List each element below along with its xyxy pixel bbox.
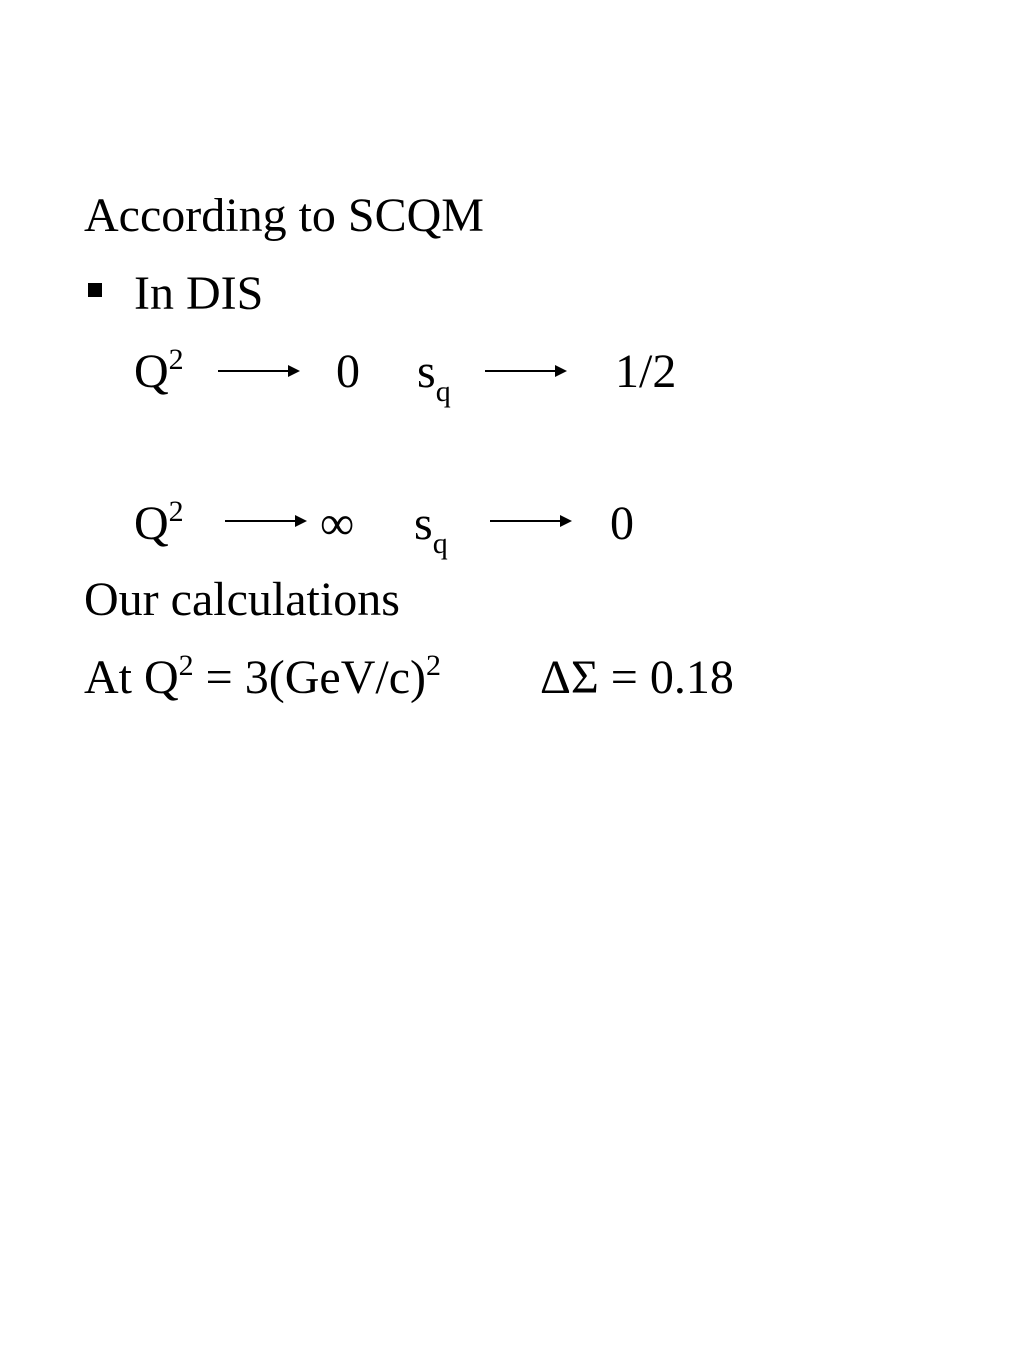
- heading-according-to-scqm: According to SCQM: [84, 189, 484, 242]
- row2-s-q: [414, 497, 448, 560]
- calc-prefix: At Q: [84, 651, 179, 704]
- row2-q-exponent: 2: [168, 495, 184, 528]
- row2-s-arrow-icon: [490, 520, 570, 522]
- row1-s-q: [417, 345, 451, 408]
- row1-s-arrow-icon: [485, 370, 565, 372]
- row2-q: Q: [134, 497, 169, 550]
- row2-q-arrow-icon: [225, 520, 305, 522]
- row1-q-target: 0: [336, 345, 360, 398]
- calc-result: ΔΣ = 0.18: [540, 651, 734, 704]
- calc-middle: = 3(GeV/c): [193, 651, 426, 704]
- bullet-item-in-dis: In DIS: [134, 267, 264, 320]
- calc-unit-exponent: 2: [425, 649, 441, 682]
- calc-equation: [84, 649, 441, 704]
- row2-s-target: 0: [610, 497, 634, 550]
- bullet-square-icon: [88, 283, 102, 297]
- row2-q-squared: [134, 495, 184, 550]
- calc-q-exponent: 2: [178, 649, 194, 682]
- row2-s-subscript: q: [432, 527, 448, 560]
- row1-s: s: [417, 345, 436, 398]
- row1-q-squared: [134, 343, 184, 398]
- row1-q-arrow-icon: [218, 370, 298, 372]
- calc-heading-our-calculations: Our calculations: [84, 573, 400, 626]
- row2-s: s: [414, 497, 433, 550]
- row1-s-subscript: q: [435, 375, 451, 408]
- row1-q: Q: [134, 345, 169, 398]
- row1-q-exponent: 2: [168, 343, 184, 376]
- row2-q-target: ∞: [320, 497, 355, 550]
- row1-s-target: 1/2: [615, 345, 677, 398]
